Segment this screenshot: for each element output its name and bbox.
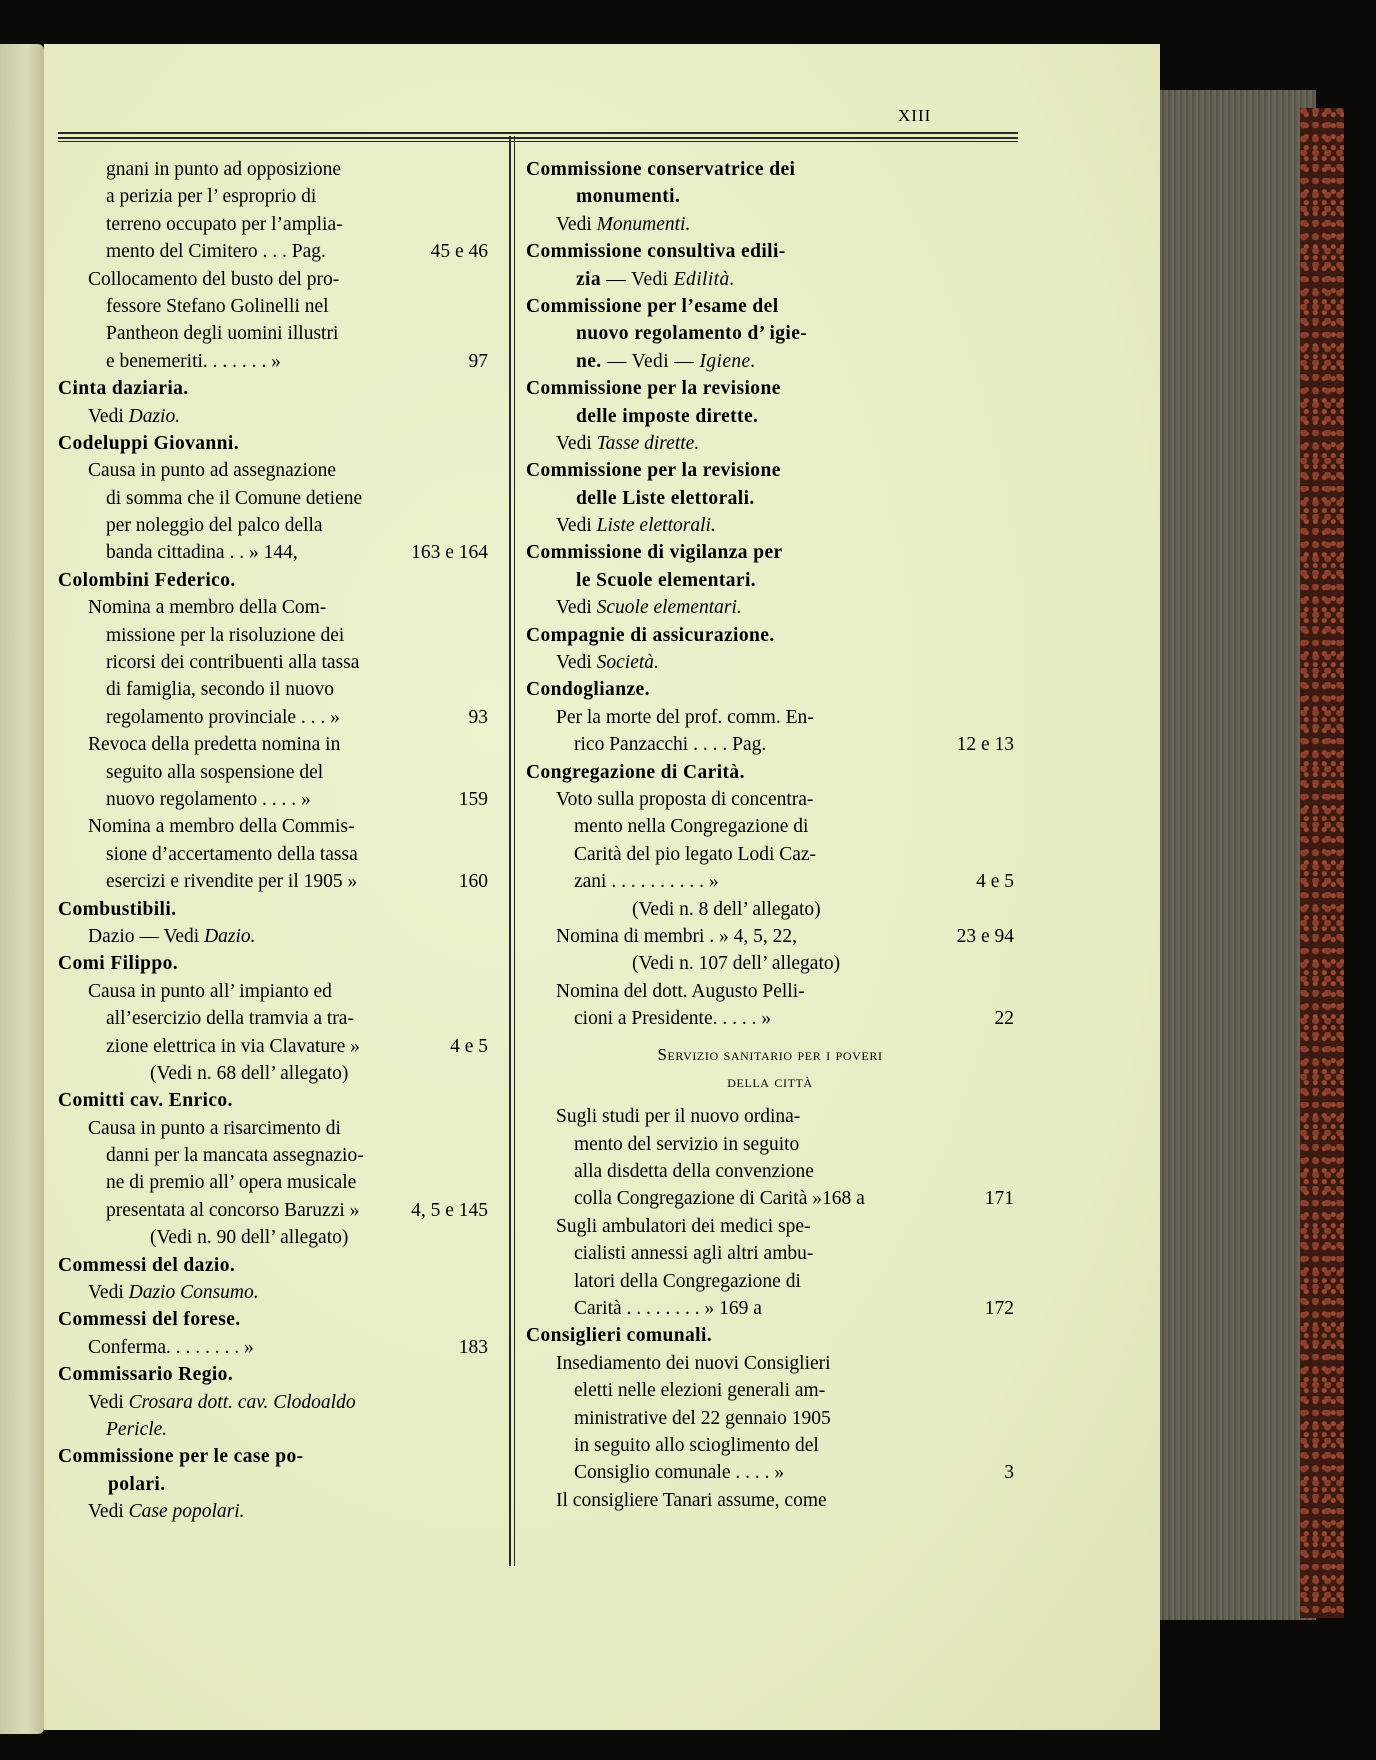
index-heading [58, 1306, 488, 1333]
index-entry-line [526, 1295, 1014, 1322]
index-entry-line [526, 211, 1014, 238]
index-entry-line [58, 266, 488, 293]
index-entry-line [58, 211, 488, 238]
entry-text: latori della Congregazione di [574, 1270, 801, 1292]
entry-text: fessore Stefano Golinelli nel [106, 295, 329, 317]
entry-text: — Vedi [601, 268, 674, 290]
index-entry-line [526, 1213, 1014, 1240]
page-reference: 4, 5 e 145 [411, 1199, 488, 1221]
entry-text: Collocamento del busto del pro- [88, 268, 340, 290]
index-entry-line [58, 676, 488, 703]
index-heading [58, 1087, 488, 1114]
entry-text: ministrative del 22 gennaio 1905 [574, 1407, 831, 1429]
index-heading [58, 1361, 488, 1388]
index-entry-line [526, 1350, 1014, 1377]
entry-text: di famiglia, secondo il nuovo [106, 679, 335, 701]
entry-text: (Vedi n. 90 dell’ allegato) [150, 1227, 349, 1249]
entry-text: Vedi [556, 597, 597, 619]
entry-text: eletti nelle elezioni generali am- [574, 1380, 826, 1402]
entry-text: alla disdetta della convenzione [574, 1161, 814, 1183]
entry-text: delle Liste elettorali. [576, 487, 755, 509]
entry-text: zione elettrica in via Clavature » [106, 1035, 360, 1057]
entry-text: Codeluppi Giovanni. [58, 432, 239, 454]
entry-text: Commissione consultiva edili- [526, 241, 786, 263]
index-entry-line [526, 704, 1014, 731]
entry-text: per noleggio del palco della [106, 515, 323, 537]
index-entry-line [526, 1185, 1014, 1212]
index-entry-line [526, 1432, 1014, 1459]
index-heading [526, 156, 1014, 183]
index-entry-line [58, 1389, 488, 1416]
index-entry-line [526, 950, 1014, 977]
index-entry-line [58, 1115, 488, 1142]
index-entry-line [526, 1005, 1014, 1032]
index-entry-line [526, 731, 1014, 758]
entry-text: Commessi del forese. [58, 1309, 241, 1331]
entry-text: zia [576, 268, 602, 290]
entry-text: — Vedi — [601, 350, 700, 372]
index-entry-line [58, 485, 488, 512]
entry-text: Nomina a membro della Com- [88, 597, 327, 619]
column-divider [509, 136, 511, 1566]
index-entry-line [58, 1471, 488, 1498]
entry-text: Carità del pio legato Lodi Caz- [574, 843, 817, 865]
index-heading [58, 375, 488, 402]
entry-text: Vedi [88, 1391, 129, 1413]
entry-text: nuovo regolamento . . . . » [106, 788, 311, 810]
entry-text: Dazio — Vedi [88, 925, 205, 947]
entry-text: ne. [576, 350, 602, 372]
index-entry-line [526, 403, 1014, 430]
index-entry-line [58, 183, 488, 210]
entry-text: Condoglianze. [526, 679, 650, 701]
entry-text: Commissione per la revisione [526, 460, 781, 482]
page-reference: 22 [994, 1008, 1014, 1030]
index-entry-line [526, 567, 1014, 594]
header-rule [58, 132, 1018, 134]
index-entry-line [58, 1224, 488, 1251]
entry-text: polari. [108, 1473, 166, 1495]
entry-text: Vedi [88, 405, 129, 427]
entry-text: Commissione conservatrice dei [526, 159, 796, 180]
marbled-book-edge [1300, 108, 1344, 1618]
index-entry-line [58, 293, 488, 320]
header-rule [58, 141, 1018, 142]
index-entry-line [58, 1279, 488, 1306]
left-index-column [58, 156, 488, 1526]
entry-text: in seguito allo scioglimento del [574, 1434, 819, 1456]
index-entry-line [526, 1405, 1014, 1432]
page-reference: 163 e 164 [411, 542, 488, 564]
entry-text: cialisti annessi agli altri ambu- [574, 1243, 814, 1265]
cross-reference: Tasse dirette. [596, 432, 700, 454]
index-entry-line [58, 1498, 488, 1525]
entry-text: Compagnie di assicurazione. [526, 624, 775, 646]
cross-reference: Società. [596, 652, 659, 674]
entry-text: Pericle. [106, 1418, 168, 1440]
page-reference: 12 e 13 [956, 734, 1014, 756]
cross-reference: Liste elettorali. [596, 515, 716, 537]
entry-text: rico Panzacchi . . . . Pag. [574, 734, 767, 756]
index-heading [526, 759, 1014, 786]
page-reference: 3 [1004, 1462, 1014, 1484]
index-entry-line [526, 183, 1014, 210]
entry-text: colla Congregazione di Carità »168 a [574, 1188, 865, 1210]
index-entry-line [58, 403, 488, 430]
cross-reference: Dazio Consumo. [128, 1282, 259, 1304]
index-entry-line [58, 1169, 488, 1196]
index-entry-line [526, 1041, 1014, 1068]
index-heading [58, 1252, 488, 1279]
entry-text: seguito alla sospensione del [106, 761, 324, 783]
entry-text: zani . . . . . . . . . . » [574, 871, 719, 893]
index-entry-line [526, 1487, 1014, 1514]
entry-text: a perizia per l’ esproprio di [106, 186, 317, 208]
entry-text: Causa in punto ad assegnazione [88, 460, 337, 482]
index-heading [58, 896, 488, 923]
index-entry-line [526, 512, 1014, 539]
page-reference: 183 [458, 1336, 488, 1358]
index-entry-line [58, 1142, 488, 1169]
index-entry-line [526, 1268, 1014, 1295]
index-entry-line [58, 1005, 488, 1032]
cross-reference: Dazio. [128, 405, 181, 427]
entry-text: Revoca della predetta nomina in [88, 734, 341, 756]
entry-text: Pantheon degli uomini illustri [106, 323, 339, 345]
index-heading [526, 293, 1014, 320]
cross-reference: Igiene. [699, 350, 756, 372]
entry-text: (Vedi n. 8 dell’ allegato) [632, 898, 821, 920]
entry-text: (Vedi n. 68 dell’ allegato) [150, 1062, 349, 1084]
entry-text: Insediamento dei nuovi Consiglieri [556, 1352, 831, 1374]
index-entry-line [58, 1416, 488, 1443]
section-spacer [526, 1095, 1014, 1103]
index-entry-line [526, 348, 1014, 375]
index-entry-line [526, 1103, 1014, 1130]
page-reference: 171 [984, 1188, 1014, 1210]
entry-text: Commissione per la revisione [526, 378, 781, 400]
index-entry-line [58, 704, 488, 731]
page-reference: 97 [468, 350, 488, 372]
entry-text: sione d’accertamento della tassa [106, 843, 358, 865]
entry-text: Comi Filippo. [58, 953, 179, 975]
header-rule [58, 137, 1018, 139]
right-index-column [526, 156, 1014, 1514]
entry-text: di somma che il Comune detiene [106, 487, 363, 509]
index-entry-line [526, 485, 1014, 512]
entry-text: Commissario Regio. [58, 1364, 234, 1386]
entry-text: gnani in punto ad opposizione [106, 159, 342, 180]
entry-text: Sugli studi per il nuovo ordina- [556, 1106, 801, 1128]
index-entry-line [526, 649, 1014, 676]
index-entry-line [58, 539, 488, 566]
index-entry-line [58, 841, 488, 868]
entry-text: mento del servizio in seguito [574, 1133, 800, 1155]
entry-text: Per la morte del prof. comm. En- [556, 706, 814, 728]
entry-text: missione per la risoluzione dei [106, 624, 345, 646]
cross-reference: Case popolari. [128, 1501, 245, 1523]
index-entry-line [526, 1459, 1014, 1486]
index-entry-line [58, 1197, 488, 1224]
entry-text: Commissione per le case po- [58, 1446, 304, 1468]
index-entry-line [526, 430, 1014, 457]
entry-text: della città [727, 1071, 813, 1091]
index-entry-line [58, 1033, 488, 1060]
entry-text: Comitti cav. Enrico. [58, 1090, 233, 1112]
index-entry-line [526, 868, 1014, 895]
index-entry-line [526, 1240, 1014, 1267]
index-entry-line [58, 348, 488, 375]
page-reference: 4 e 5 [976, 871, 1014, 893]
page-reference: 45 e 46 [430, 241, 488, 263]
index-entry-line [58, 594, 488, 621]
index-heading [58, 1443, 488, 1470]
index-entry-line [58, 320, 488, 347]
entry-text: Vedi [88, 1282, 129, 1304]
index-entry-line [526, 1131, 1014, 1158]
book-page-edges [1160, 90, 1316, 1620]
page-number: XIII [898, 106, 932, 125]
entry-text: regolamento provinciale . . . » [106, 706, 340, 728]
index-entry-line [58, 238, 488, 265]
index-heading [58, 950, 488, 977]
page-reference: 159 [458, 788, 488, 810]
index-entry-line [526, 978, 1014, 1005]
entry-text: Colombini Federico. [58, 569, 236, 591]
index-entry-line [526, 841, 1014, 868]
index-entry-line [58, 786, 488, 813]
entry-text: Nomina a membro della Commis- [88, 816, 355, 838]
cross-reference: Monumenti. [596, 213, 691, 235]
index-entry-line [526, 266, 1014, 293]
index-entry-line [58, 759, 488, 786]
index-entry-line [58, 731, 488, 758]
page-reference: 4 e 5 [450, 1035, 488, 1057]
entry-text: e benemeriti. . . . . . . » [106, 350, 281, 372]
entry-text: cioni a Presidente. . . . . » [574, 1008, 772, 1030]
entry-text: Nomina del dott. Augusto Pelli- [556, 980, 805, 1002]
index-entry-line [58, 156, 488, 183]
column-divider [514, 136, 515, 1566]
index-heading [526, 375, 1014, 402]
entry-text: nuovo regolamento d’ igie- [576, 323, 808, 345]
entry-text: ne di premio all’ opera musicale [106, 1172, 357, 1194]
index-heading [58, 430, 488, 457]
cross-reference: Edilità. [673, 268, 735, 290]
index-heading [526, 622, 1014, 649]
index-entry-line [526, 896, 1014, 923]
index-entry-line [526, 786, 1014, 813]
index-heading [526, 238, 1014, 265]
entry-text: Sugli ambulatori dei medici spe- [556, 1215, 811, 1237]
entry-text: mento del Cimitero . . . Pag. [106, 241, 326, 263]
entry-text: Commessi del dazio. [58, 1254, 236, 1276]
entry-text: all’esercizio della tramvia a tra- [106, 1008, 354, 1030]
entry-text: Cinta daziaria. [58, 378, 189, 400]
entry-text: Commissione di vigilanza per [526, 542, 783, 564]
page-reference: 23 e 94 [956, 925, 1014, 947]
entry-text: Nomina di membri . » 4, 5, 22, [556, 925, 798, 947]
index-heading [526, 676, 1014, 703]
entry-text: Conferma. . . . . . . . » [88, 1336, 254, 1358]
index-entry-line [58, 868, 488, 895]
index-heading [58, 567, 488, 594]
page-reference: 172 [984, 1298, 1014, 1320]
index-heading [526, 457, 1014, 484]
entry-text: le Scuole elementari. [576, 569, 757, 591]
entry-text: ricorsi dei contribuenti alla tassa [106, 652, 360, 674]
entry-text: Congregazione di Carità. [526, 761, 745, 783]
entry-text: Combustibili. [58, 898, 177, 920]
entry-text: Vedi [556, 515, 597, 537]
entry-text: Causa in punto a risarcimento di [88, 1117, 341, 1139]
entry-text: Consiglio comunale . . . . » [574, 1462, 785, 1484]
index-entry-line [58, 978, 488, 1005]
entry-text: Il consigliere Tanari assume, come [556, 1489, 827, 1511]
index-entry-line [526, 1377, 1014, 1404]
entry-text: Servizio sanitario per i poveri [657, 1044, 883, 1064]
index-heading [526, 1322, 1014, 1349]
left-page-edge [0, 44, 44, 1734]
entry-text: Carità . . . . . . . . » 169 a [574, 1298, 762, 1320]
entry-text: Vedi [556, 213, 597, 235]
entry-text: delle imposte dirette. [576, 405, 759, 427]
index-entry-line [58, 649, 488, 676]
entry-text: (Vedi n. 107 dell’ allegato) [632, 953, 841, 975]
index-entry-line [58, 1060, 488, 1087]
entry-text: Vedi [556, 652, 597, 674]
index-entry-line [58, 813, 488, 840]
entry-text: danni per la mancata assegnazio- [106, 1145, 364, 1167]
entry-text: terreno occupato per l’amplia- [106, 213, 343, 235]
index-entry-line [58, 1334, 488, 1361]
index-entry-line [58, 923, 488, 950]
entry-text: Voto sulla proposta di concentra- [556, 788, 814, 810]
index-entry-line [58, 457, 488, 484]
entry-text: Consiglieri comunali. [526, 1325, 713, 1347]
entry-text: monumenti. [576, 186, 681, 208]
entry-text: Vedi [88, 1501, 129, 1523]
index-entry-line [58, 512, 488, 539]
index-entry-line [526, 923, 1014, 950]
entry-text: Commissione per l’esame del [526, 295, 779, 317]
index-entry-line [58, 622, 488, 649]
cross-reference: Scuole elementari. [596, 597, 742, 619]
page-reference: 160 [458, 871, 488, 893]
section-spacer [526, 1033, 1014, 1041]
cross-reference: Crosara dott. cav. Clodoaldo [128, 1391, 356, 1413]
entry-text: esercizi e rivendite per il 1905 » [106, 871, 358, 893]
index-entry-line [526, 1068, 1014, 1095]
cross-reference: Dazio. [204, 925, 256, 947]
entry-text: presentata al concorso Baruzzi » [106, 1199, 360, 1221]
index-entry-line [526, 594, 1014, 621]
index-entry-line [526, 813, 1014, 840]
entry-text: mento nella Congregazione di [574, 816, 809, 838]
index-entry-line [526, 1158, 1014, 1185]
entry-text: banda cittadina . . » 144, [106, 542, 298, 564]
entry-text: Causa in punto all’ impianto ed [88, 980, 332, 1002]
page-reference: 93 [468, 706, 488, 728]
entry-text: Vedi [556, 432, 597, 454]
index-entry-line [526, 320, 1014, 347]
index-heading [526, 539, 1014, 566]
